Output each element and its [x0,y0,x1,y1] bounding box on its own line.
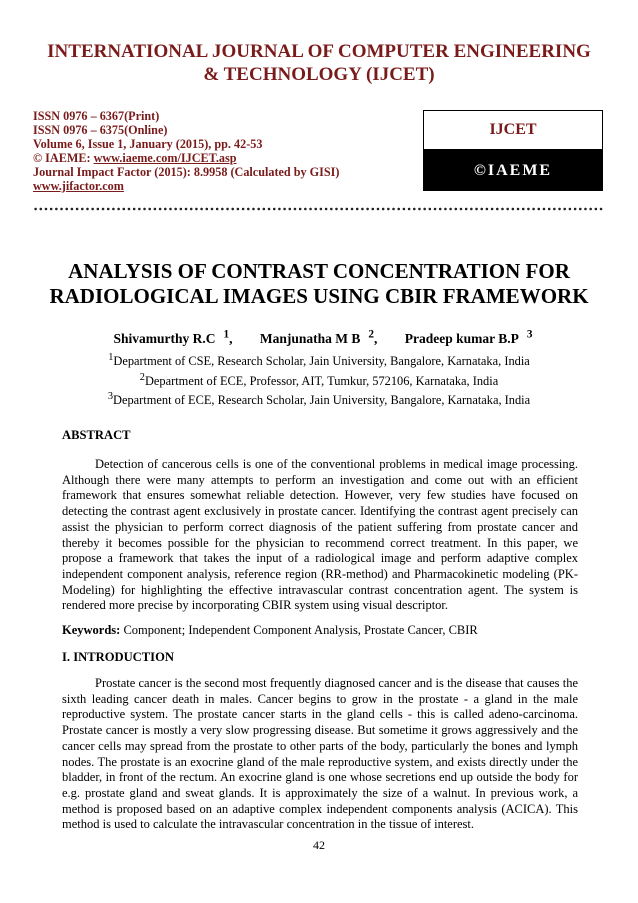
page-number: 42 [313,838,325,852]
author: Manjunatha M B $^2$, [259,328,378,346]
affiliation: $^2$Department of ECE, Professor, AIT, Tumkur, 572106, Karnataka, India [139,371,499,388]
author-list [40,328,598,347]
author: Shivamurthy R.C $^1$, [113,328,233,346]
abstract-heading: ABSTRACT [62,428,131,442]
affiliation: $^3$Department of ECE, Research Scholar, Jain University, Bangalore, Karnataka, India [107,391,531,408]
dotted-divider [33,206,605,212]
keywords-text: Component; Independent Component Analysis, Prostate Cancer, CBIR [123,623,478,637]
ijcet-box-label: IJCET [489,121,537,138]
journal-meta [33,109,413,193]
issn-online: ISSN 0976 – 6375(Online) [33,123,168,137]
iaeme-logo [423,150,603,191]
iaeme-logo-text: ©IAEME [473,161,553,179]
intro-heading: I. INTRODUCTION [62,650,174,664]
affiliations [40,350,598,409]
iaeme-link[interactable]: www.iaeme.com/IJCET.asp [93,151,237,165]
jifactor-link[interactable]: www.jifactor.com [33,179,124,193]
abstract-text: Detection of cancerous cells is one of the conventional problems in medical image processing. Although there were many attempts to perform an investigation and come out with an efficient framework that ensures somewhat reliable detection. However, very few studies have focused on detecting the contrast agent exclusively in prostate cancer. Identifying the contrast agent precisely can assist the physician to perform correct diagnosis of the patient suffering from prostate cancer and thereby it becomes possible for the physician to recommend correct treatment. In this paper, we propose a framework that takes the input of a radiological image and perform adaptive complex independent component analysis, reference region (RR-method) and Pharmacokinetic modeling (PK-Modeling) for highlighting the effective intravascular contrast concentration agent. The system is rendered more precise by incorporating CBIR system using visual descriptor. [62,457,578,613]
keywords [62,623,578,638]
intro-text: Prostate cancer is the second most frequently diagnosed cancer and is the disease that causes the sixth leading cancer death in males. Cancer begins to grow in the prostate - a gland in the male reproductive system. The prostate cancer starts in the gland cells - this is called adeno-carcinoma. Prostate cancer is mostly a very slow progressing disease. But sometime it grows aggressively and the cancer cells may spread from the prostate to other parts of the body, particularly the bones and lymph nodes. The prostate is an exocrine gland of the male reproductive system, and exists directly under the bladder, in front of the rectum. An exocrine gland is one whose secretions end up outside the body for e.g. prostate gland and sweat glands. It is approximately the size of a walnut. In previous work, a method is proposed based on an adaptive complex independent components analysis (ACICA). This method is used to calculate the intravascular concentration in the tissue of interest. [62,676,578,832]
copyright-prefix: © IAEME: [33,151,94,165]
affiliation: $^1$Department of CSE, Research Scholar, Jain University, Bangalore, Karnataka, India [108,352,530,369]
paper-title: ANALYSIS OF CONTRAST CONCENTRATION FOR RADIOLOGICAL IMAGES USING CBIR FRAMEWORK [49,259,589,308]
impact-factor: Journal Impact Factor (2015): 8.9958 (Calculated by GISI) [33,165,340,179]
author: Pradeep kumar B.P $^3$ [404,328,533,346]
ijcet-box [423,110,603,150]
issn-print: ISSN 0976 – 6367(Print) [33,109,160,123]
volume-info: Volume 6, Issue 1, January (2015), pp. 42-53 [33,137,263,151]
copyright-line [33,151,413,165]
journal-title: INTERNATIONAL JOURNAL OF COMPUTER ENGINEERING & TECHNOLOGY (IJCET) [47,41,591,85]
keywords-label: Keywords: [62,623,121,637]
